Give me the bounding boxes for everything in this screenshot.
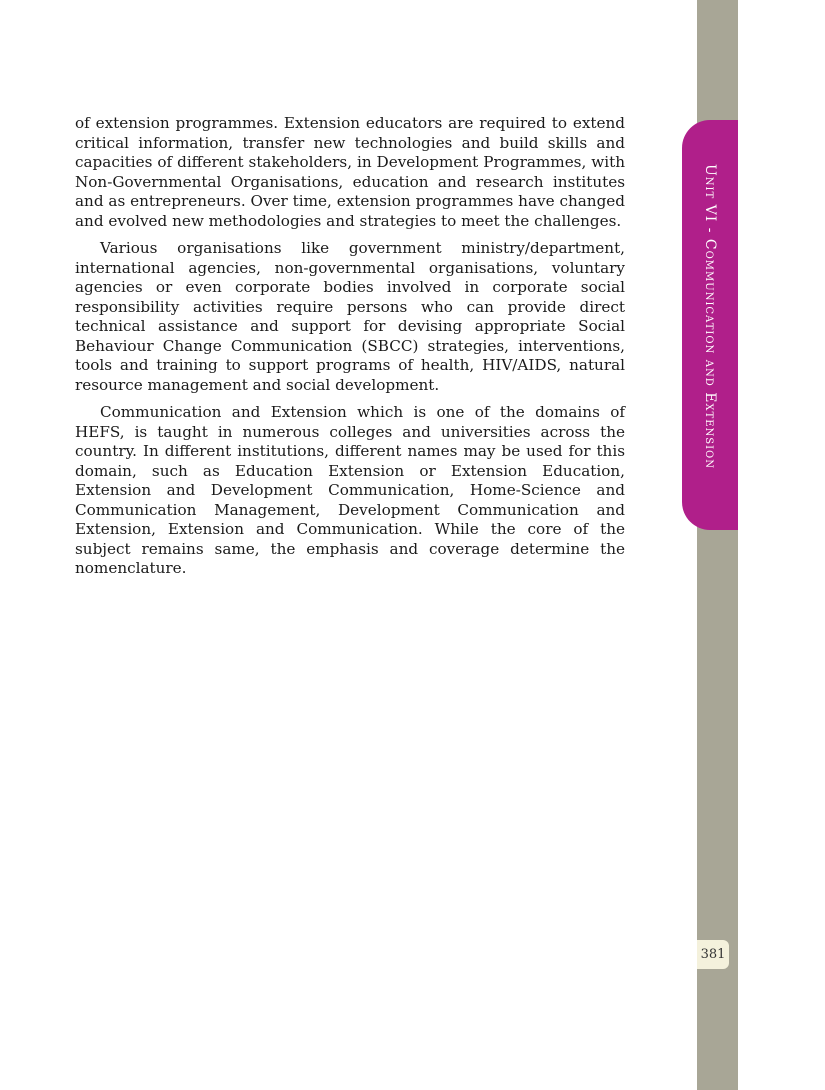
unit-tab: [682, 120, 738, 530]
paragraph-1: of extension programmes. Extension educators are required to extend critical information, transfer new technologies and build skills and capacities of different stakeholders, in Development Programmes, with Non-Governmental Organisations, education and research institutes and as entrepreneurs. Over time, extension programmes have changed and evolved new methodologies and strategies to meet the challenges.: [75, 114, 625, 230]
unit-tab-label: Unit VI - Communication and Extension: [702, 164, 718, 469]
paragraph-2: Various organisations like government ministry/department, international agencies, non-governmental organisations, voluntary agencies or even corporate bodies involved in corporate social responsibility activities require persons who can provide direct technical assistance and support for devising appropriate Social Behaviour Change Communication (SBCC) strategies, interventions, tools and training to support programs of health, HIV/AIDS, natural resource management and social development.: [75, 239, 625, 394]
body-text: [75, 114, 625, 587]
page-number: 381: [697, 940, 729, 969]
paragraph-3: Communication and Extension which is one of the domains of HEFS, is taught in numerous colleges and universities across the country. In different institutions, different names may be used for this domain, such as Education Extension or Extension Education, Extension and Development Communication, Home-Science and Communication Management, Development Communication and Extension, Extension and Communication. While the core of the subject remains same, the emphasis and coverage determine the nomenclature.: [75, 403, 625, 577]
